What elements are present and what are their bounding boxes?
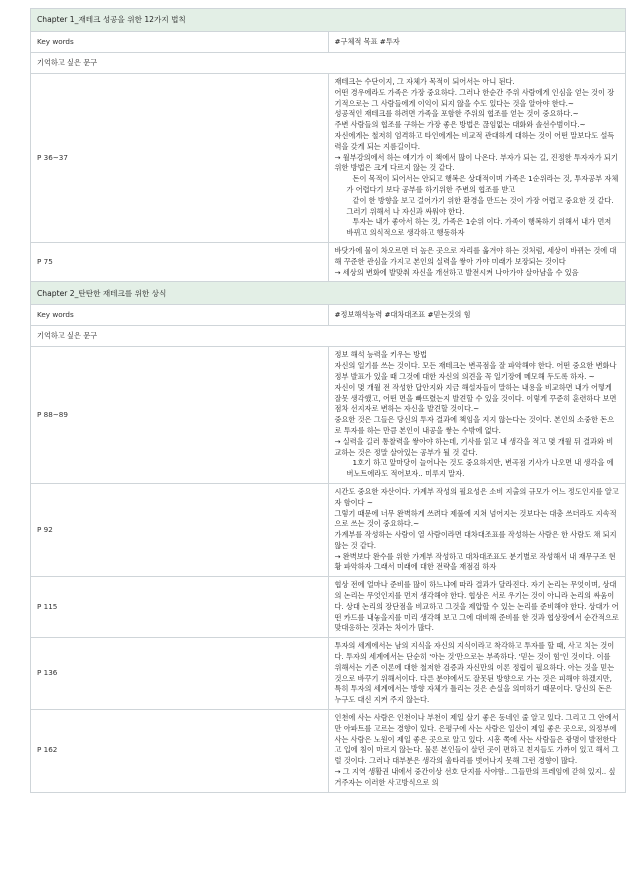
keywords-value: #정보해석능력 #대차대조표 #믿는것의 힘 [328,305,626,326]
quote-content [328,638,626,710]
keywords-label: Key words [31,32,329,53]
chapter-header-row [31,9,626,32]
quote-line: 같이 한 방향을 보고 걸어가기 위한 환경을 만드는 것이 가장 어렵고 중요한 것 같다. 그러기 위해서 나 자신과 싸워야 한다. [346,195,614,216]
quote-line: 그렇기 때문에 너무 완벽하게 쓰려다 제풀에 지쳐 넘어지는 것보다는 대충 쓰더라도 지속적으로 쓰는 것이 중요하다.~ [334,508,617,529]
quote-line: 협상 전에 얼마나 준비를 많이 하느냐에 따라 결과가 달라진다. 자기 논리는 무엇이며, 상대의 논리는 무엇인지를 먼저 생각해야 한다. 협상은 서로 우기는 것이 아니라 논리의 싸움이다. 상대 논리의 장단점을 비교하고 그것을 제압할 수 있는 논리를 준비해야 한다. 상대가 어떤 카드를 내놓을지를 미리 생각해 보고 그에 대비해 준비를 한 것과 협상장에서 순간적으로 맞대응하는 것과는 차이가 많다. [334,580,619,633]
remember-label: 기억하고 싶은 문구 [31,53,626,74]
quote-line: 어떤 경우에라도 가족은 가장 중요하다. 그러나 한순간 주위 사람에게 인심을 얻는 것이 장기적으로는 그 사람들에게 이익이 되지 않을 수도 있다는 것을 알아야 한다.~ [334,87,615,108]
page-reference: P 162 [31,710,329,793]
quote-line: 주변 사람들의 협조를 구하는 가장 좋은 방법은 끊임없는 대화와 솔선수범이다.~ [334,120,586,130]
quote-content [328,483,626,576]
quote-line: → 완벽보다 완수를 위한 가계부 작성하고 대차대조표도 분기별로 작성해서 내 재무구조 현황 파악하자 그래서 미래에 대한 전략을 재점검 하자 [334,551,616,572]
page-reference: P 88~89 [31,347,329,484]
quote-entry-row [31,638,626,710]
reading-notes-table [30,8,626,793]
quote-entry-row [31,483,626,576]
quote-line: 자신이 몇 개월 전 작성한 답안지와 지금 해설자들이 말하는 내용을 비교하면 내가 어떻게 잘못 생각했고, 어떤 면을 빠뜨렸는지 발견할 수 있을 것이다. 이렇게 꾸준히 훈련하다 보면 점차 선지자로 변하는 자신을 발견할 것이다.~ [334,382,617,414]
quote-entry-row [31,710,626,793]
remember-header-row [31,326,626,347]
quote-entry-row [31,242,626,281]
quote-content [328,577,626,638]
page-reference: P 36~37 [31,74,329,243]
page-reference: P 136 [31,638,329,710]
chapter-header-row [31,282,626,305]
remember-header-row [31,53,626,74]
chapter-title: Chapter 2_탄탄한 재테크를 위한 상식 [31,282,626,305]
quote-line: 중요한 것은 그들은 당신의 투자 결과에 책임을 지지 않는다는 것이다. 본인의 소중한 돈으로 투자를 하는 만큼 본인이 내공을 쌓는 수밖에 없다. [334,415,615,435]
quote-content [328,710,626,793]
quote-line: 재테크는 수단이지, 그 자체가 목적이 되어서는 아니 된다. [334,77,515,86]
quote-line: 자신에게는 철저히 엄격하고 타인에게는 비교적 관대하게 대하는 것이 어떤 말보다도 설득력을 갖게 되는 지름길이다. [334,130,615,151]
quote-line: 시간도 중요한 자산이다. 가계부 작성의 필요성은 소비 지출의 규모가 어느 정도인지를 알고자 함이다 ~ [334,486,619,507]
keywords-row [31,32,626,53]
quote-line: 바닷가에 물이 차오르면 더 높은 곳으로 자리를 옮겨야 하는 것처럼, 세상이 바뀌는 것에 대해 꾸준한 관심을 가지고 본인의 실력을 쌓아 가야 미래가 보장되는 것이다 [334,245,617,266]
quote-line: 성공적인 재테크를 하려면 가족을 포함한 주위의 협조를 얻는 것이 중요하다.~ [334,109,579,119]
quote-line: 투자의 세계에서는 남의 지식을 자신의 지식이라고 착각하고 투자를 할 때, 사고 치는 것이다. 투자의 세계에서는 단순히 '아는 것'만으로는 부족하다. '믿는 것이 힘'인 것이다. 이를 위해서는 기존 이론에 대한 철저한 검증과 자신만의 이론 정립이 필요하다. 아는 것을 믿는 것으로 바꾸기 위해서이다. 다른 분야에서도 잘못된 방향으로 가는 것은 피해야 하겠지만, 특히 투자의 세계에서는 방향 자체가 틀리는 것은 손실을 의미하기 때문이다. 당신의 돈은 누구도 대신 지켜 주지 않는다. [334,641,615,705]
quote-line: → 실력을 길러 통찰력을 쌓아야 하는데, 기사를 읽고 내 생각을 적고 몇 개월 뒤 결과와 비교하는 것은 정말 살아있는 공부가 될 것 같다. [334,436,614,457]
quote-line: → 월부강의에서 하는 얘기가 이 책에서 많이 나온다. 부자가 되는 길, 진정한 투자자가 되기 위한 방법은 크게 다르지 않는 것 같다. [334,152,618,173]
quote-content [328,242,626,281]
page-reference: P 92 [31,483,329,576]
remember-label: 기억하고 싶은 문구 [31,326,626,347]
chapter-title: Chapter 1_재테크 성공을 위한 12가지 법칙 [31,9,626,32]
quote-line: 1호기 하고 앞마당이 늘어나는 것도 중요하지만, 변곡점 기사가 나오면 내 생각을 에버노트에라도 적어보자.. 미루지 말자. [346,458,614,479]
notes-sheet [30,8,626,793]
quote-entry-row [31,74,626,243]
quote-entry-row [31,577,626,638]
page-reference: P 115 [31,577,329,638]
quote-line: 인천에 사는 사람은 인천이나 부천이 제일 살기 좋은 동네인 줄 알고 있다. 그리고 그 안에서만 아파트를 고르는 경향이 있다. 은평구에 사는 사람은 일산이 제일 좋은 곳으로, 의정부에 사는 사람은 노원이 제일 좋은 곳으로 알고 있다. 시흥 쪽에 사는 사람들은 광명이 발전한다고 입에 침이 마르지 않는다. 물론 본인들이 살던 곳이 편하고 친지들도 가까이 있고 해서 그럴 것이다. 그러나 대부분은 생각의 울타리를 벗어나지 못해 그런 경향이 많다. [334,713,619,766]
quote-line: → 그 지역 생활권 내에서 중간이상 선호 단지를 사야함.. 그들만의 프레임에 갇혀 있지.. 싶거주자는 이러한 사고방식으로 의 [334,767,616,787]
quote-content [328,74,626,243]
page-reference: P 75 [31,242,329,281]
quote-content [328,347,626,484]
quote-line: 가계부를 작성하는 사람이 열 사람이라면 대차대조표를 작성하는 사람은 한 사람도 채 되지 않는 것 같다. [334,530,617,550]
quote-line: 자신의 일기를 쓰는 것이다. 모든 재테크는 변곡점을 잘 파악해야 한다. 어떤 중요한 변화나 정부 발표가 있을 때 그것에 대한 자신의 의견을 꼭 일기장에 메모해 두도록 하자. ~ [334,361,617,381]
quote-line: 정보 해석 능력을 키우는 방법 [334,350,427,360]
keywords-label: Key words [31,305,329,326]
quote-line: 돈이 목적이 되어서는 안되고 행복은 상대적이며 가족은 1순위라는 것, 투자공부 자체가 어렵다기 보다 공부를 하기위한 주변의 협조를 받고 [346,174,619,194]
keywords-row [31,305,626,326]
quote-line: 투자는 내가 좋아서 하는 것, 가족은 1순위 이다. 가족이 행복하기 위해서 내가 먼저 바뀌고 의식적으로 생각하고 행동하자 [346,217,612,238]
quote-entry-row [31,347,626,484]
quote-line: → 세상의 변화에 발맞춰 자신을 개선하고 발전시켜 나아가야 살아남을 수 있음 [334,267,579,277]
keywords-value: #구체적 목표 #투자 [328,32,626,53]
